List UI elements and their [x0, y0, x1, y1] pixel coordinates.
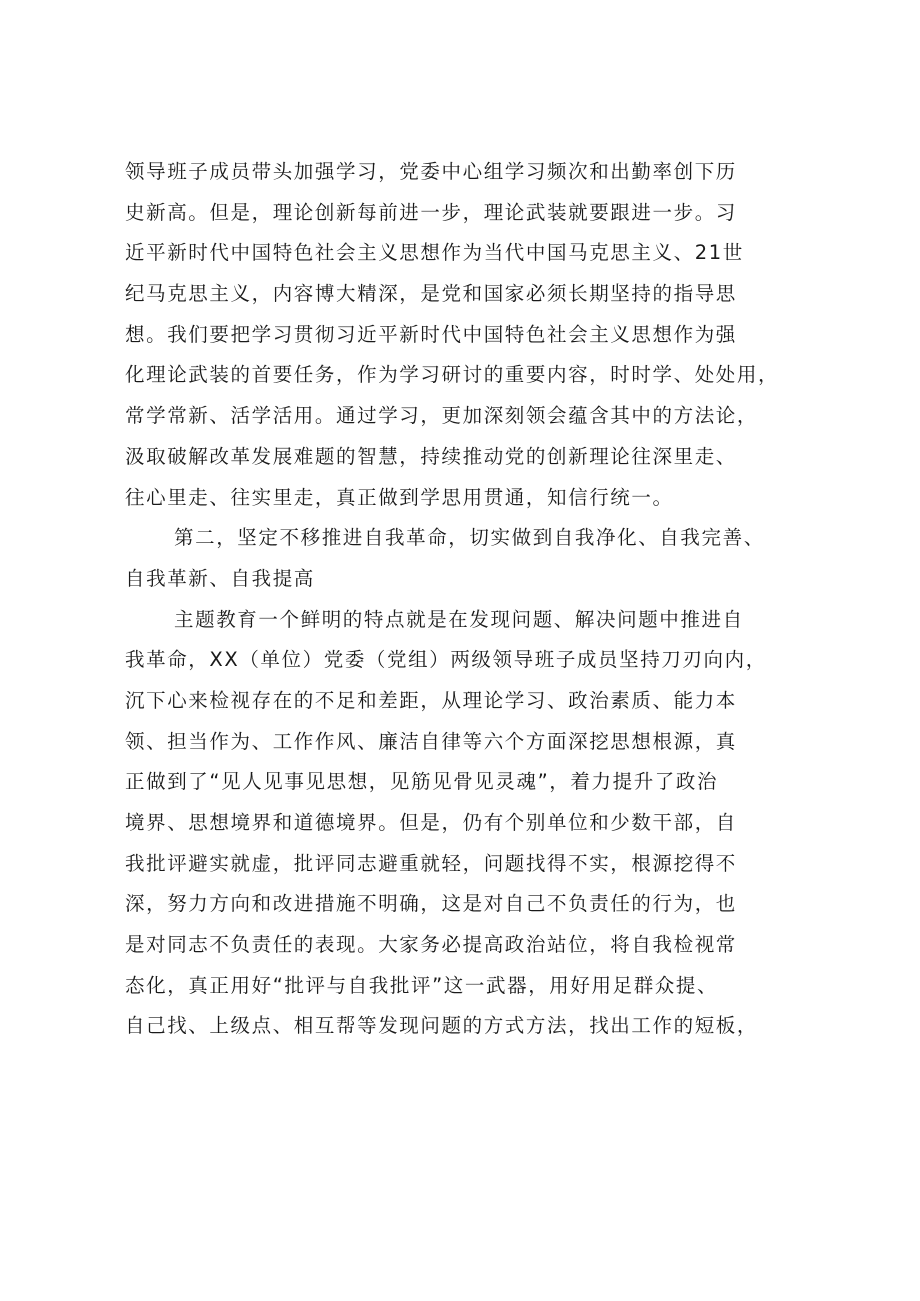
section-heading-line: 第二，坚定不移推进自我革命，切实做到自我净化、自我完善、 [174, 526, 765, 550]
text-line: 态化，真正用好“批评与自我批评”这一武器，用好用足群众提、 [125, 973, 719, 997]
text-line: 自己找、上级点、相互帮等发现问题的方式方法，找出工作的短板， [125, 1014, 759, 1038]
text-line: 我革命，XX（单位）党委（党组）两级领导班子成员坚持刀刃向内， [125, 648, 767, 672]
text-line: 常学常新、活学活用。通过学习，更加深刻领会蕴含其中的方法论， [125, 404, 759, 428]
text-line: 境界、思想境界和道德境界。但是，仍有个别单位和少数干部，自 [125, 811, 737, 834]
text-line: 汲取破解改革发展难题的智慧，持续推动党的创新理论往深里走、 [125, 444, 737, 468]
document-body [0, 152, 920, 1047]
text-line: 想。我们要把学习贯彻习近平新时代中国特色社会主义思想作为强 [125, 322, 737, 346]
text-line: 往心里走、往实里走，真正做到学思用贯通，知信行统一。 [125, 485, 674, 509]
text-line: 正做到了“见人见事见思想，见筋见骨见灵魂”，着力提升了政治 [125, 770, 719, 794]
text-line: 史新高。但是，理论创新每前进一步，理论武装就要跟进一步。习 [125, 200, 737, 224]
text-line: 领、担当作为、工作作风、廉洁自律等六个方面深挖思想根源，真 [125, 729, 737, 753]
text-line: 纪马克思主义，内容博大精深，是党和国家必须长期坚持的指导思 [125, 282, 737, 306]
section-heading-line: 自我革新、自我提高 [125, 566, 315, 590]
text-line: 是对同志不负责任的表现。大家务必提高政治站位，将自我检视常 [125, 933, 737, 957]
text-line: 领导班子成员带头加强学习，党委中心组学习频次和出勤率创下历 [125, 160, 737, 183]
text-line: 近平新时代中国特色社会主义思想作为当代中国马克思主义、21世 [125, 241, 744, 265]
text-line: 深，努力方向和改进措施不明确，这是对自己不负责任的行为，也 [125, 892, 737, 916]
text-line: 沉下心来检视存在的不足和差距，从理论学习、政治素质、能力本 [125, 688, 737, 712]
text-line: 主题教育一个鲜明的特点就是在发现问题、解决问题中推进自 [174, 607, 744, 631]
text-line: 我批评避实就虚，批评同志避重就轻，问题找得不实，根源挖得不 [125, 851, 737, 875]
text-line: 化理论武装的首要任务，作为学习研讨的重要内容，时时学、处处用， [125, 363, 780, 387]
